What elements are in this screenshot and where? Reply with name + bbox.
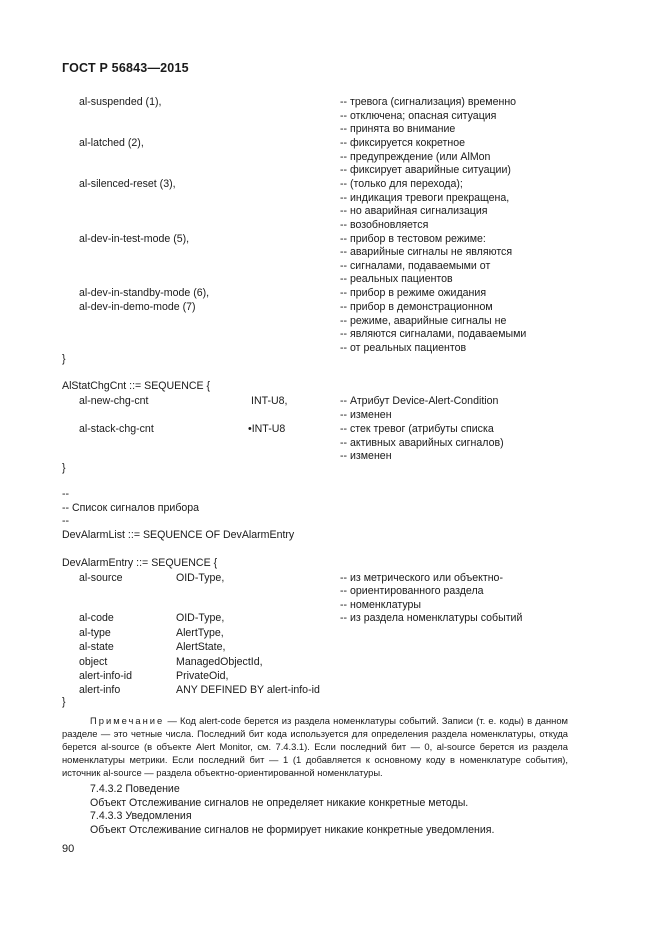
code-closing-brace: } (62, 462, 66, 474)
note-paragraph (62, 714, 568, 779)
section-text: Объект Отслеживание сигналов не формирует никакие конкретные уведомления. (90, 824, 495, 836)
code-comment: -- ориентированного раздела (340, 585, 484, 597)
code-comment: -- тревога (сигнализация) временно (340, 96, 517, 108)
code-comment: -- отключена; опасная ситуация (340, 110, 497, 122)
code-field-type: AlertType, (176, 627, 224, 639)
code-field-name: al-source (79, 572, 123, 584)
code-comment: -- из раздела номенклатуры событий (340, 612, 523, 624)
code-field-type: PrivateOid, (176, 670, 229, 682)
code-field-al-stack-chg-cnt: al-stack-chg-cnt (79, 423, 154, 435)
code-field-al-suspended: al-suspended (1), (79, 96, 162, 108)
code-comment: -- от реальных пациентов (340, 342, 467, 354)
code-field-type: INT-U8, (251, 395, 288, 407)
code-comment: -- сигналами, подаваемыми от (340, 260, 491, 272)
code-closing-brace: } (62, 353, 66, 365)
page-header: ГОСТ Р 56843—2015 (62, 61, 189, 75)
code-comment: -- реальных пациентов (340, 273, 453, 285)
code-comment: -- изменен (340, 450, 392, 462)
code-field-type: AlertState, (176, 641, 226, 653)
code-comment: -- стек тревог (атрибуты списка (340, 423, 494, 435)
code-comment: -- Атрибут Device-Alert-Condition (340, 395, 499, 407)
code-comment: -- изменен (340, 409, 392, 421)
code-comment: -- (только для перехода); (340, 178, 463, 190)
code-comment: -- из метрического или объектно- (340, 572, 503, 584)
code-field-al-silenced-reset: al-silenced-reset (3), (79, 178, 176, 190)
page-number: 90 (62, 843, 75, 855)
code-comment: -- принята во внимание (340, 123, 456, 135)
code-field-al-latched: al-latched (2), (79, 137, 144, 149)
code-field-type: ANY DEFINED BY alert-info-id (176, 684, 320, 696)
code-field-name: object (79, 656, 108, 668)
code-comment: -- режиме, аварийные сигналы не (340, 315, 507, 327)
code-type-definition: DevAlarmList ::= SEQUENCE OF DevAlarmEntry (62, 529, 295, 541)
code-field-type: ManagedObjectId, (176, 656, 263, 668)
code-field-name: al-state (79, 641, 114, 653)
code-field-name: alert-info (79, 684, 121, 696)
code-comment: -- но аварийная сигнализация (340, 205, 488, 217)
code-field-al-new-chg-cnt: al-new-chg-cnt (79, 395, 149, 407)
code-comment: -- номенклатуры (340, 599, 422, 611)
code-type-definition: DevAlarmEntry ::= SEQUENCE { (62, 557, 218, 569)
section-heading: 7.4.3.2 Поведение (90, 783, 180, 795)
code-comment: -- прибор в режиме ожидания (340, 287, 487, 299)
code-comment: -- предупреждение (или AlMon (340, 151, 491, 163)
code-field-type: OID-Type, (176, 612, 225, 624)
code-comment: -- являются сигналами, подаваемыми (340, 328, 527, 340)
code-field-al-dev-in-demo-mode: al-dev-in-demo-mode (7) (79, 301, 196, 313)
code-type-definition: AlStatChgCnt ::= SEQUENCE { (62, 380, 211, 392)
code-comment: -- (62, 488, 70, 500)
note-label: Примечание (90, 715, 165, 726)
code-field-type: OID-Type, (176, 572, 225, 584)
code-comment: -- Список сигналов прибора (62, 502, 200, 514)
code-field-al-dev-in-test-mode: al-dev-in-test-mode (5), (79, 233, 190, 245)
code-field-name: al-code (79, 612, 114, 624)
code-comment: -- аварийные сигналы не являются (340, 246, 513, 258)
code-field-name: al-type (79, 627, 111, 639)
code-comment: -- фиксирует аварийные ситуации) (340, 164, 511, 176)
code-comment: -- прибор в демонстрационном (340, 301, 493, 313)
code-comment: -- прибор в тестовом режиме: (340, 233, 486, 245)
code-comment: -- возобновляется (340, 219, 429, 231)
code-comment: -- индикация тревоги прекращена, (340, 192, 510, 204)
section-heading: 7.4.3.3 Уведомления (90, 810, 192, 822)
code-field-type: •INT-U8 (248, 423, 286, 435)
note-text: — Код alert-code берется из раздела номенклатуры событий. Записи (т. е. коды) в данном разделе — это четные числа. Последний бит кода используется для определения раздела номенклатуры, откуда берется al-source (в объекте Alert Monitor, см. 7.4.3.1). Если последний бит — 0, al-source берется из раздела номенклатуры метрики. Если последний бит — 1 (1 добавляется к основному коду в номенклатуре события), источник al-source — раздела объектно-ориентированной номенклатуры. (62, 715, 568, 778)
code-closing-brace: } (62, 696, 66, 708)
code-comment: -- активных аварийных сигналов) (340, 437, 504, 449)
code-comment: -- фиксируется кокретное (340, 137, 465, 149)
code-field-al-dev-in-standby-mode: al-dev-in-standby-mode (6), (79, 287, 210, 299)
code-field-name: alert-info-id (79, 670, 132, 682)
code-comment: -- (62, 515, 70, 527)
section-text: Объект Отслеживание сигналов не определяет никакие конкретные методы. (90, 797, 469, 809)
